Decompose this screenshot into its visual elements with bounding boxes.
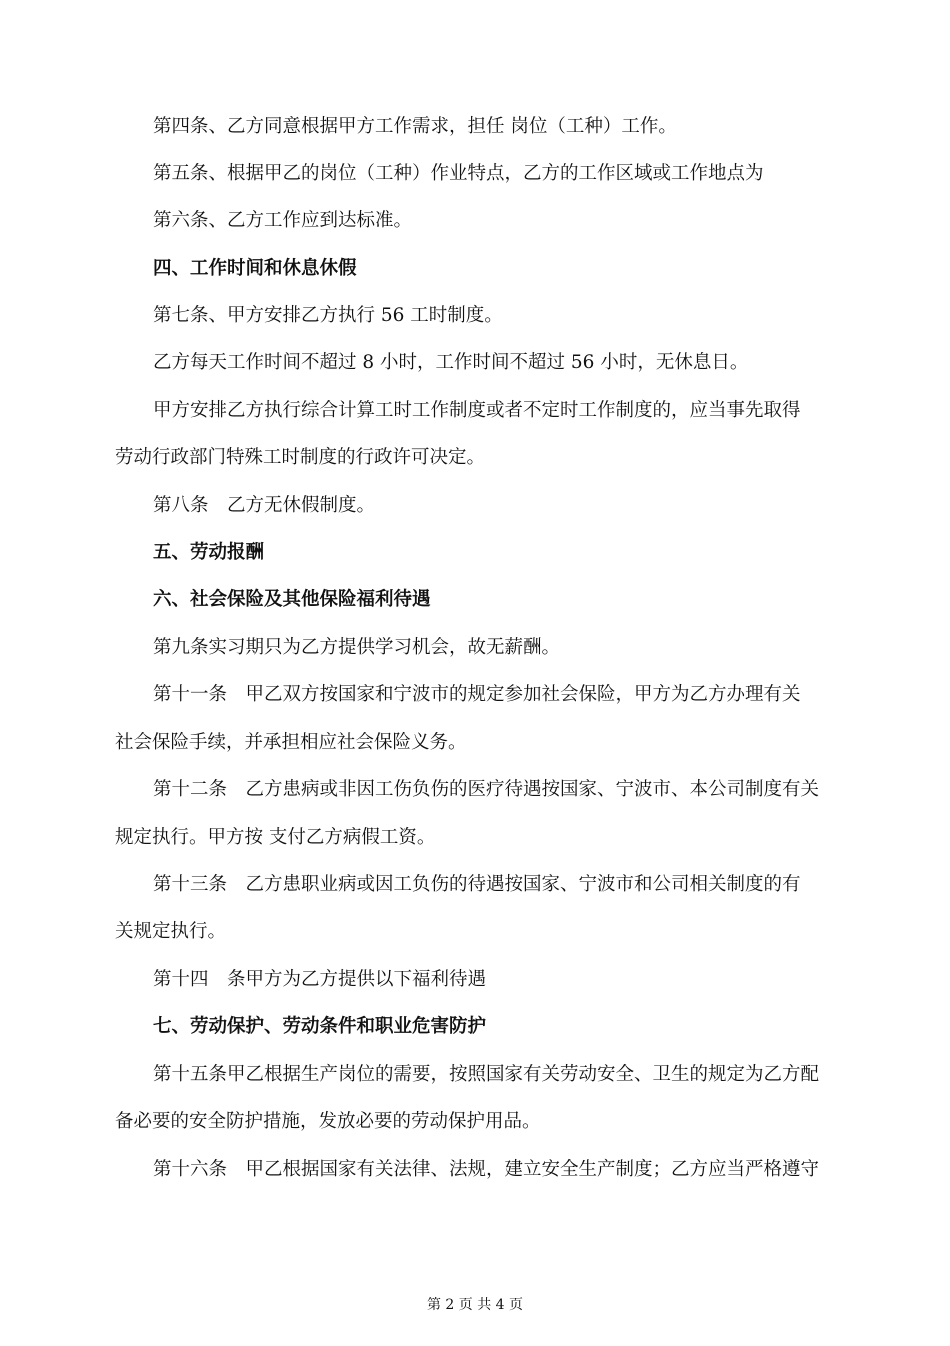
clause-13-line-2: 关规定执行。 xyxy=(115,921,227,942)
clause-14: 第十四 条甲方为乙方提供以下福利待遇 xyxy=(153,969,487,990)
clause-5: 第五条、根据甲乙的岗位（工种）作业特点，乙方的工作区域或工作地点为 xyxy=(153,163,764,184)
clause-11-line-2: 社会保险手续，并承担相应社会保险义务。 xyxy=(115,732,467,753)
clause-7: 第七条、甲方安排乙方执行 56 工时制度。 xyxy=(153,305,503,326)
clause-11-line-1: 第十一条 甲乙双方按国家和宁波市的规定参加社会保险，甲方为乙方办理有关 xyxy=(153,684,801,705)
clause-8: 第八条 乙方无休假制度。 xyxy=(153,495,376,516)
section-heading-6: 六、社会保险及其他保险福利待遇 xyxy=(153,589,431,610)
clause-7-paragraph-line-2: 劳动行政部门特殊工时制度的行政许可决定。 xyxy=(115,447,486,468)
clause-13-line-1: 第十三条 乙方患职业病或因工负伤的待遇按国家、宁波市和公司相关制度的有 xyxy=(153,874,801,895)
page-number-footer: 第 2 页 共 4 页 xyxy=(426,1297,524,1313)
clause-4: 第四条、乙方同意根据甲方工作需求，担任 岗位（工种）工作。 xyxy=(153,116,677,137)
clause-7-working-hours: 乙方每天工作时间不超过 8 小时，工作时间不超过 56 小时，无休息日。 xyxy=(153,352,749,373)
clause-12-line-2: 规定执行。甲方按 支付乙方病假工资。 xyxy=(115,827,436,848)
section-heading-4: 四、工作时间和休息休假 xyxy=(153,258,357,279)
clause-15-line-1: 第十五条甲乙根据生产岗位的需要，按照国家有关劳动安全、卫生的规定为乙方配 xyxy=(153,1064,820,1085)
clause-16-line-1: 第十六条 甲乙根据国家有关法律、法规，建立安全生产制度；乙方应当严格遵守 xyxy=(153,1159,820,1180)
clause-15-line-2: 备必要的安全防护措施，发放必要的劳动保护用品。 xyxy=(115,1111,541,1132)
section-heading-7: 七、劳动保护、劳动条件和职业危害防护 xyxy=(153,1016,487,1037)
clause-12-line-1: 第十二条 乙方患病或非因工伤负伤的医疗待遇按国家、宁波市、本公司制度有关 xyxy=(153,779,820,800)
clause-6: 第六条、乙方工作应到达标准。 xyxy=(153,210,413,231)
clause-9: 第九条实习期只为乙方提供学习机会，故无薪酬。 xyxy=(153,637,561,658)
clause-7-paragraph-line-1: 甲方安排乙方执行综合计算工时工作制度或者不定时工作制度的，应当事先取得 xyxy=(153,400,801,421)
section-heading-5: 五、劳动报酬 xyxy=(153,542,265,563)
